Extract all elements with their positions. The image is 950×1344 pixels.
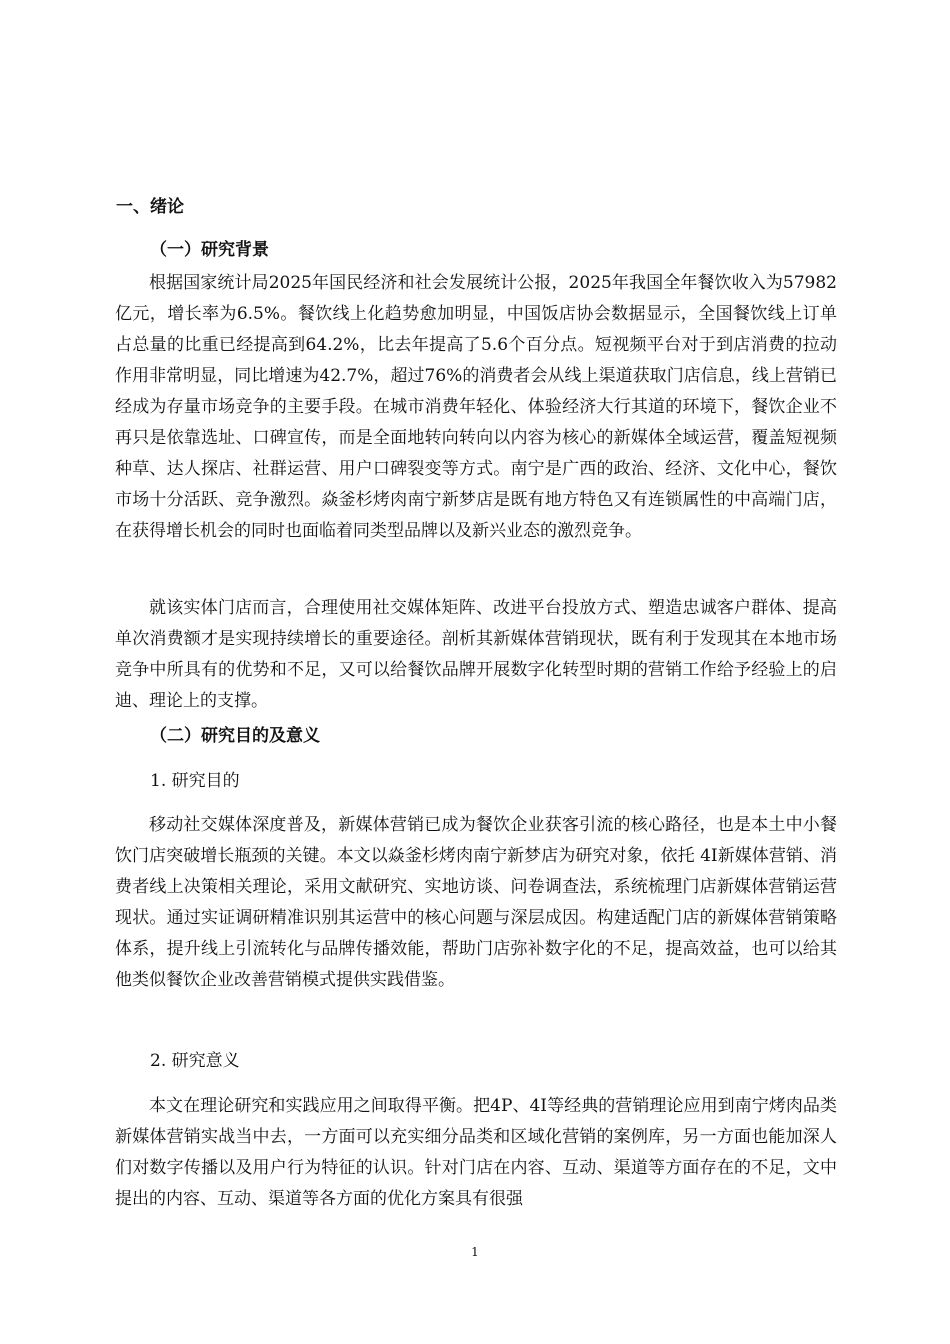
section-heading: 一、绪论 bbox=[116, 197, 184, 217]
paragraph-store-significance: 就该实体门店而言，合理使用社交媒体矩阵、改进平台投放方式、塑造忠诚客户群体、提高单次消费额才是实现持续增长的重要途径。剖析其新媒体营销现状，既有利于发现其在本地市场竞争中所具有的优势和不足，又可以给餐饮品牌开展数字化转型时期的营销工作给予经验上的启迪、理论上的支撑。 bbox=[115, 598, 837, 711]
sub-heading-research-purpose: 1. 研究目的 bbox=[150, 771, 240, 791]
paragraph-research-purpose: 移动社交媒体深度普及，新媒体营销已成为餐饮企业获客引流的核心路径，也是本土中小餐饮门店突破增长瓶颈的关键。本文以焱釜杉烤肉南宁新梦店为研究对象，依托 4I新媒体营销、消费者线上决策相关理论，采用文献研究、实地访谈、问卷调查法，系统梳理门店新媒体营销运营现状。通过实证调研精准识别其运营中的核心问题与深层成因。构建适配门店的新媒体营销策略体系，提升线上引流转化与品牌传播效能，帮助门店弥补数字化的不足，提高效益，也可以给其他类似餐饮企业改善营销模式提供实践借鉴。 bbox=[115, 815, 837, 990]
page-number: 1 bbox=[471, 1245, 479, 1259]
subsection-heading-background: （一）研究背景 bbox=[150, 240, 269, 260]
sub-heading-research-significance: 2. 研究意义 bbox=[150, 1051, 240, 1071]
subsection-heading-purpose: （二）研究目的及意义 bbox=[150, 726, 320, 746]
paragraph-research-significance: 本文在理论研究和实践应用之间取得平衡。把4P、4I等经典的营销理论应用到南宁烤肉品类新媒体营销实战当中去，一方面可以充实细分品类和区域化营销的案例库，另一方面也能加深人们对数字传播以及用户行为特征的认识。针对门店在内容、互动、渠道等方面存在的不足，文中提出的内容、互动、渠道等各方面的优化方案具有很强 bbox=[115, 1096, 837, 1209]
paragraph-background: 根据国家统计局2025年国民经济和社会发展统计公报，2025年我国全年餐饮收入为57982亿元，增长率为6.5%。餐饮线上化趋势愈加明显，中国饭店协会数据显示，全国餐饮线上订单占总量的比重已经提高到64.2%，比去年提高了5.6个百分点。短视频平台对于到店消费的拉动作用非常明显，同比增速为42.7%，超过76%的消费者会从线上渠道获取门店信息，线上营销已经成为存量市场竞争的主要手段。在城市消费年轻化、体验经济大行其道的环境下，餐饮企业不再只是依靠选址、口碑宣传，而是全面地转向转向以内容为核心的新媒体全域运营，覆盖短视频种草、达人探店、社群运营、用户口碑裂变等方式。南宁是广西的政治、经济、文化中心，餐饮市场十分活跃、竞争激烈。焱釜杉烤肉南宁新梦店是既有地方特色又有连锁属性的中高端门店，在获得增长机会的同时也面临着同类型品牌以及新兴业态的激烈竞争。 bbox=[115, 273, 837, 541]
